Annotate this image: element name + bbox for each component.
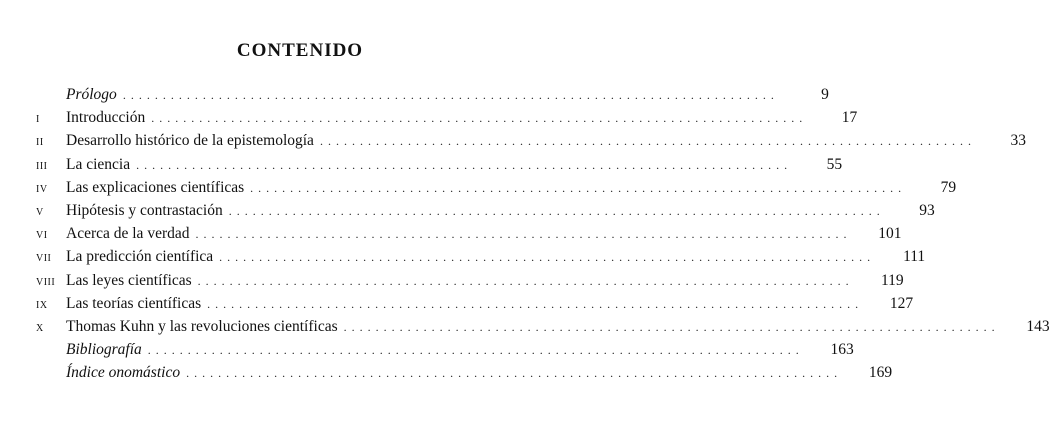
page-number: 169 [868,364,893,382]
entry-title: La ciencia [66,156,136,174]
chapter-number: X [36,322,44,334]
entry-title: Las teorías científicas [66,295,207,313]
page-title: CONTENIDO [236,40,364,61]
toc-entry[interactable] [36,317,1050,341]
dot-leader: .................................................................................. [219,250,876,265]
chapter-number: VII [36,253,52,265]
page-number: 127 [889,294,914,312]
dot-leader: .................................................................................. [319,134,976,149]
toc-entry[interactable] [36,271,904,295]
entry-title: Introducción [66,109,151,127]
dot-leader: .................................................................................. [207,296,864,311]
entry-title: Bibliografía [66,341,148,359]
toc-entry[interactable] [36,86,829,109]
entry-title: Prólogo [66,86,123,104]
chapter-number: II [36,137,44,149]
table-of-contents [36,86,1050,387]
dot-leader: .................................................................................. [250,180,907,195]
toc-entry[interactable] [36,155,843,179]
toc-entry[interactable] [36,201,935,225]
toc-entry[interactable] [36,248,926,271]
entry-title: Thomas Kuhn y las revoluciones científicas [66,318,344,336]
toc-entry[interactable] [36,132,1026,155]
entry-title: Desarrollo histórico de la epistemología [66,132,320,150]
page-number: 143 [1026,317,1050,335]
entry-title: Las explicaciones científicas [66,179,250,197]
toc-entry[interactable] [36,109,858,132]
toc-entry[interactable] [36,225,902,248]
dot-leader: .................................................................................. [136,157,793,172]
toc-entry[interactable] [36,364,893,387]
dot-leader: .................................................................................. [122,88,779,102]
dot-leader: .................................................................................. [186,366,843,381]
entry-title: La predicción científica [66,248,219,266]
page-number: 17 [841,109,858,127]
toc-entry[interactable] [36,178,957,202]
entry-title: Las leyes científicas [66,272,198,290]
dot-leader: .................................................................................. [197,273,854,288]
dot-leader: .................................................................................. [151,111,808,126]
entry-title: Índice onomástico [66,364,186,382]
chapter-number: V [36,206,44,218]
chapter-number: VIII [36,276,56,288]
chapter-number: IV [36,183,48,195]
page-number: 79 [940,178,957,196]
page-number: 93 [919,201,935,219]
page-number: 9 [821,86,829,103]
dot-leader: .................................................................................. [343,319,1000,334]
page-number: 33 [1010,132,1026,150]
page-number: 101 [878,225,902,243]
dot-leader: .................................................................................. [147,343,804,358]
page-number: 163 [830,341,854,359]
entry-title: Hipótesis y contrastación [66,202,229,220]
dot-leader: .................................................................................. [195,227,852,242]
page-number: 111 [903,248,926,266]
entry-title: Acerca de la verdad [66,225,196,243]
chapter-number: I [36,114,40,126]
toc-entry[interactable] [36,294,914,318]
chapter-number: IX [36,299,48,311]
dot-leader: .................................................................................. [228,203,885,218]
page-number: 55 [826,155,843,173]
toc-entry[interactable] [36,341,854,364]
chapter-number: III [36,160,48,172]
page-number: 119 [880,271,904,289]
chapter-number: VI [36,230,48,242]
